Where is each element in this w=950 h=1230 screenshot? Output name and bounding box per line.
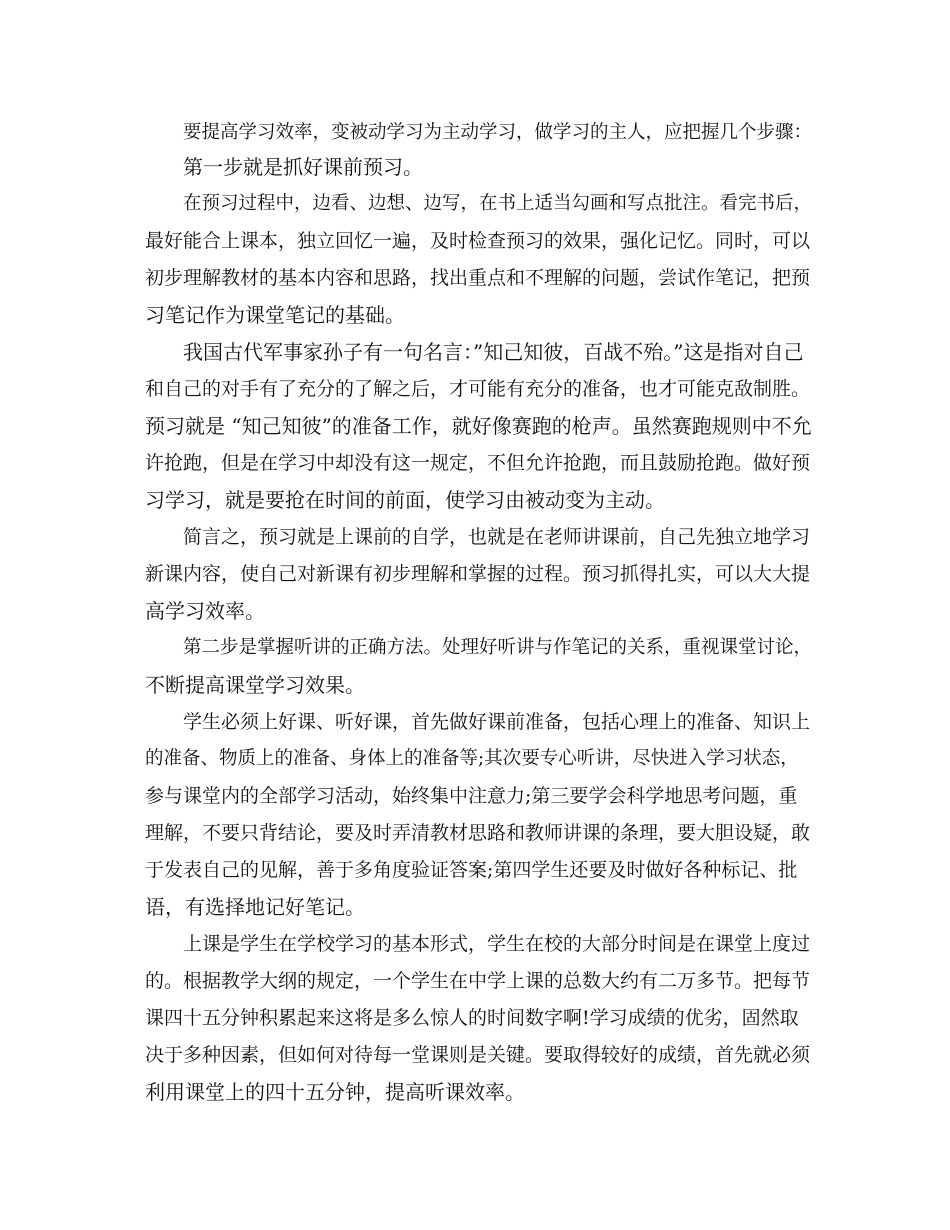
text-line: 最好能合上课本，独立回忆一遍，及时检查预习的效果，强化记忆。同时，可以 <box>145 230 811 252</box>
text-line: 上课是学生在学校学习的基本形式，学生在校的大部分时间是在课堂上度过 <box>183 933 811 955</box>
text-line: 利用课堂上的四十五分钟，提高听课效率。 <box>145 1080 525 1104</box>
text-line: 理解，不要只背结论，要及时弄清教材思路和教师讲课的条理，要大胆设疑，敢 <box>145 822 811 844</box>
text-line: 于发表自己的见解，善于多角度验证答案;第四学生还要及时做好各种标记、批 <box>145 859 798 881</box>
text-line: 参与课堂内的全部学习活动，始终集中注意力;第三要学会科学地思考问题，重 <box>145 785 798 807</box>
text-line: 许抢跑，但是在学习中却没有这一规定，不但允许抢跑，而且鼓励抢跑。做好预 <box>145 452 811 474</box>
text-line: 语，有选择地记好笔记。 <box>145 895 365 919</box>
text-line: 的准备、物质上的准备、身体上的准备等;其次要专心听讲，尽快进入学习状态， <box>145 748 799 769</box>
text-line: 的。根据教学大纲的规定，一个学生在中学上课的总数大约有二万多节。把每节 <box>145 970 811 992</box>
text-line: 新课内容，使自己对新课有初步理解和掌握的过程。预习抓得扎实，可以大大提 <box>145 563 811 585</box>
text-line: 习学习，就是要抢在时间的前面，使学习由被动变为主动。 <box>145 488 665 512</box>
text-line: 我国古代军事家孙子有一句名言：”知己知彼，百战不殆。”这是指对自己 <box>183 340 804 364</box>
text-line: 预习就是 “知己知彼”的准备工作，就好像赛跑的枪声。虽然赛跑规则中不允 <box>145 414 812 438</box>
text-line: 第一步就是抓好课前预习。 <box>183 155 423 179</box>
text-line: 第二步是掌握听讲的正确方法。处理好听讲与作笔记的关系，重视课堂讨论， <box>183 637 813 658</box>
text-line: 简言之，预习就是上课前的自学，也就是在老师讲课前，自己先独立地学习 <box>183 526 811 548</box>
text-line: 初步理解教材的基本内容和思路，找出重点和不理解的问题，尝试作笔记，把预 <box>145 267 811 289</box>
text-line: 习笔记作为课堂笔记的基础。 <box>145 303 405 327</box>
text-line: 不断提高课堂学习效果。 <box>145 673 365 697</box>
text-line: 课四十五分钟积累起来这将是多么惊人的时间数字啊!学习成绩的优劣，固然取 <box>145 1007 799 1029</box>
text-line: 要提高学习效率，变被动学习为主动学习，做学习的主人，应把握几个步骤： <box>183 122 813 143</box>
text-line: 决于多种因素，但如何对待每一堂课则是关键。要取得较好的成绩，首先就必须 <box>145 1044 811 1066</box>
text-line: 学生必须上好课、听好课，首先做好课前准备，包括心理上的准备、知识上 <box>183 711 811 733</box>
text-line: 和自己的对手有了充分的了解之后，才可能有充分的准备，也才可能克敌制胜。 <box>145 378 811 400</box>
text-line: 在预习过程中，边看、边想、边写，在书上适当勾画和写点批注。看完书后， <box>183 193 813 214</box>
text-line: 高学习效率。 <box>145 599 265 623</box>
